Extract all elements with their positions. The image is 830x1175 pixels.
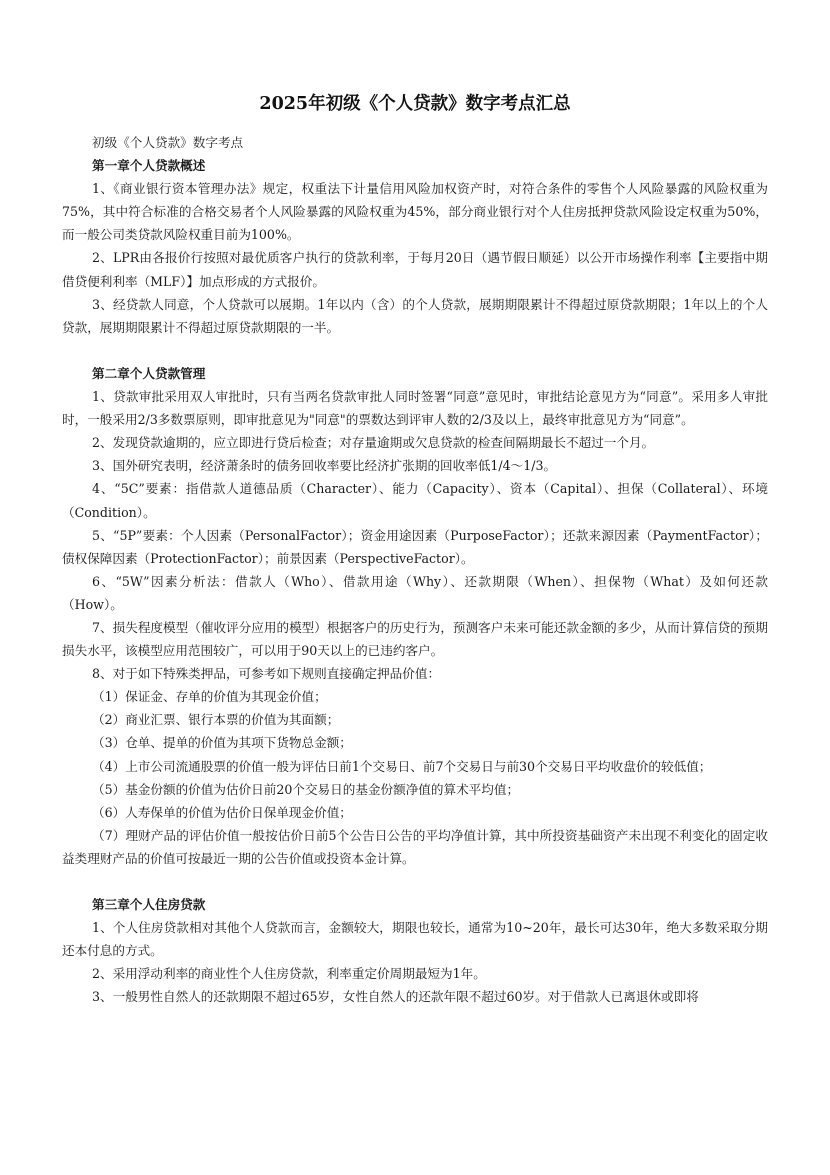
document-body <box>62 131 768 1009</box>
paragraph: 1、《商业银行资本管理办法》规定，权重法下计量信用风险加权资产时，对符合条件的零售个人风险暴露的风险权重为75%，其中符合标准的合格交易者个人风险暴露的风险权重为45%，部分商业银行对个人住房抵押贷款风险设定权重为50%，而一般公司类贷款风险权重目前为100%。 <box>62 181 768 243</box>
list-item: （3）仓单、提单的价值为其项下货物总金额； <box>92 735 352 751</box>
paragraph: 7、损失程度模型（催收评分应用的模型）根据客户的历史行为，预测客户未来可能还款金额的多少，从而计算信贷的预期损失水平，该模型应用范围较广，可以用于90天以上的已违约客户。 <box>62 619 768 659</box>
list-item: （6）人寿保单的价值为估价日保单现金价值； <box>92 804 352 820</box>
paragraph: 2、LPR由各报价行按照对最优质客户执行的贷款利率，于每月20日（遇节假日顺延）以公开市场操作利率【主要指中期借贷便利利率（MLF）】加点形成的方式报价。 <box>62 250 768 289</box>
document-title: 2025年初级《个人贷款》数字考点汇总 <box>259 94 571 114</box>
paragraph: 4、“5C”要素：指借款人道德品质（Character）、能力（Capacity）、资本（Capital）、担保（Collateral）、环境（Condition）。 <box>62 481 768 520</box>
paragraph: 5、“5P”要素：个人因素（PersonalFactor）；资金用途因素（PurposeFactor）；还款来源因素（PaymentFactor）；债权保障因素（ProtectionFactor）；前景因素（PerspectiveFactor）。 <box>62 527 768 566</box>
paragraph: 1、贷款审批采用双人审批时，只有当两名贷款审批人同时签署“同意”意见时，审批结论意见方为“同意”。采用多人审批时，一般采用2/3多数票原则，即审批意见为"同意"的票数达到评审人数的2/3及以上，最终审批意见方为“同意”。 <box>62 389 768 428</box>
list-item: （5）基金份额的价值为估价日前20个交易日的基金份额净值的算术平均值； <box>92 781 520 797</box>
chapter-heading: 第二章个人贷款管理 <box>92 365 206 381</box>
chapter-1 <box>62 154 768 339</box>
paragraph: 1、个人住房贷款相对其他个人贷款而言，金额较大，期限也较长，通常为10~20年，最长可达30年，绝大多数采取分期还本付息的方式。 <box>62 920 768 959</box>
paragraph: 2、采用浮动利率的商业性个人住房贷款，利率重定价周期最短为1年。 <box>92 966 486 982</box>
document-subtitle: 初级《个人贷款》数字考点 <box>92 135 244 150</box>
paragraph: 2、发现贷款逾期的，应立即进行贷后检查；对存量逾期或欠息贷款的检查间隔期最长不超过一个月。 <box>92 435 655 451</box>
section-gap <box>62 339 768 362</box>
chapter-2 <box>62 362 768 870</box>
chapter-heading: 第一章个人贷款概述 <box>92 158 206 174</box>
paragraph: 8、对于如下特殊类押品，可参考如下规则直接确定押品价值： <box>92 666 441 682</box>
list-item: （1）保证金、存单的价值为其现金价值； <box>92 689 327 705</box>
chapter-heading: 第三章个人住房贷款 <box>92 897 206 913</box>
list-item: （4）上市公司流通股票的价值一般为评估日前1个交易日、前7个交易日与前30个交易日平均收盘价的较低值； <box>92 758 712 774</box>
paragraph: 6、“5W”因素分析法：借款人（Who）、借款用途（Why）、还款期限（When）、担保物（What）及如何还款（How）。 <box>62 573 768 612</box>
section-gap <box>62 870 768 893</box>
paragraph: 3、经贷款人同意，个人贷款可以展期。1年以内（含）的个人贷款，展期期限累计不得超过原贷款期限；1年以上的个人贷款，展期期限累计不得超过原贷款期限的一半。 <box>62 296 768 335</box>
paragraph: 3、国外研究表明，经济萧条时的债务回收率要比经济扩张期的回收率低1/4～1/3。 <box>92 458 557 474</box>
list-item: （7）理财产品的评估价值一般按估价日前5个公告日公告的平均净值计算，其中所投资基础资产未出现不利变化的固定收益类理财产品的价值可按最近一期的公告价值或投资本金计算。 <box>62 827 768 866</box>
chapter-3 <box>62 893 768 1008</box>
list-item: （2）商业汇票、银行本票的价值为其面额； <box>92 712 340 728</box>
paragraph: 3、一般男性自然人的还款期限不超过65岁，女性自然人的还款年限不超过60岁。对于借款人已离退休或即将 <box>92 989 699 1005</box>
